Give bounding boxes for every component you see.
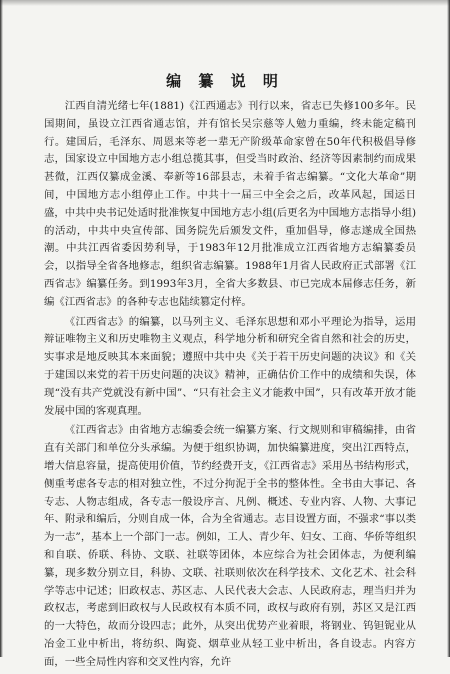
- paragraph-3: 《江西省志》由省地方志编委会统一编纂方案、行文规则和审稿编排，由省直有关部门和单位分头承编。为便于组织协调，加快编纂进度，突出江西特点，增大信息容量，提高使用价值，节约经费开支，《江西省志》采用丛书结构形式，侧重考虑各专志的相对独立性，不过分拘泥于全书的整体性。全书由大事记、各专志、人物志组成，各专志一般设序言、凡例、概述、专业内容、人物、大事记年、附录和编后，分则自成一体，合为全省通志。志目设置方面，不强求“事以类为一志”，基本上一个部门一志。例如，工人、青少年、妇女、工商、华侨等组织和自联、侨联、科协、文联、社联等团体，本应综合为社会团体志，为便利编纂，现多数分别立目，科协、文联、社联则依次在科学技术、文化艺术、社会科学等志中记述；旧政权志、苏区志、人民代表大会志、人民政府志，理当归并为政权志，考虑到旧政权与人民政权有本质不同，政权与政府有别，苏区又是江西的一大特色，故而分设四志；此外，从突出优势产业着眼，将钢业、钨钽铌业从冶金工业中析出，将纺织、陶瓷、烟草业从轻工业中析出，各自设志。内容方面，一些全局性内容和交叉性内容，允许: [44, 424, 416, 668]
- paragraph-2: 《江西省志》的编纂，以马列主义、毛泽东思想和邓小平理论为指导，运用辩证唯物主义和历史唯物主义观点，科学地分析和研究全省自然和社会的历史，实事求是地反映其本来面貌；遵照中共中央《关于若干历史问题的决议》和《关于建国以来党的若干历史问题的决议》精神，正确估价工作中的成绩和失误，体现“没有共产党就没有新中国”、“只有社会主义才能救中国”，只有改革开放才能发展中国的客观真理。: [44, 315, 416, 417]
- scan-shadow-left: [0, 0, 3, 657]
- page-title: 编 纂 说 明: [166, 72, 284, 90]
- document-body: [44, 98, 416, 674]
- paragraph-1: 江西自清光绪七年(1881)《江西通志》刊行以来，省志已失修100多年。民国期间，虽设立江西省通志馆，并有馆长吴宗慈等人勉力重编，终未能定稿刊行。建国后，毛泽东、周恩来等老一辈无产阶级革命家曾在50年代积极倡导修志，国家设立中国地方志小组总揽其事，但受当时政治、经济等因素制约而成果甚微，江西仅纂成金溪、奉新等16部县志，未着手省志编纂。“文化大革命”期间，中国地方志小组停止工作。中共十一届三中全会之后，改革风起，国运日盛，中共中央书记处适时批准恢复中国地方志小组(后更名为中国地方志指导小组)的活动，中共中央宣传部、国务院先后颁发文件，重加倡导，修志遂成全国热潮。中共江西省委因势利导，于1983年12月批准成立江西省地方志编纂委员会，以指导全省各地修志，组织省志编纂。1988年1月省人民政府正式部署《江西省志》编纂任务。到1993年3月，全省大多数县、市已完成本届修志任务，新编《江西省志》的各种专志也陆续篡定付梓。: [44, 100, 416, 308]
- scan-shadow-top: [0, 0, 450, 6]
